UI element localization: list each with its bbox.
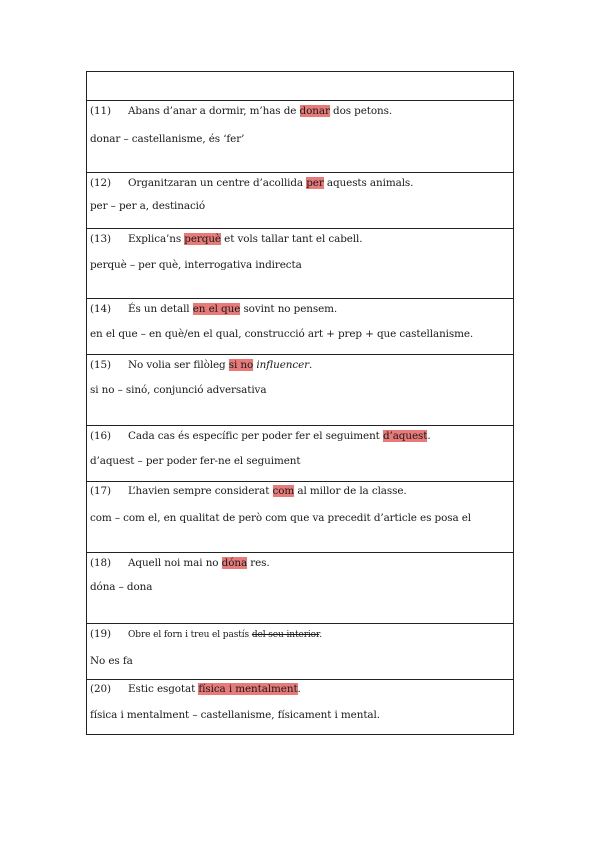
table-row: [87, 481, 513, 552]
table-row: [87, 354, 513, 425]
error-highlight: dóna: [221, 557, 248, 569]
error-highlight: perquè: [184, 233, 221, 245]
example-number: (11): [90, 105, 111, 117]
example-sentence: (11) Abans d’anar a dormir, m’has de donar dos petons.: [90, 105, 393, 117]
correction-table: [86, 71, 514, 735]
table-row: [87, 172, 513, 228]
example-sentence: (14) És un detall en el que sovint no pensem.: [90, 303, 338, 315]
example-number: (15): [90, 359, 111, 371]
example-number: (20): [90, 683, 111, 695]
example-number: (18): [90, 557, 111, 569]
example-sentence: (17) L’havien sempre considerat com al millor de la classe.: [90, 485, 407, 497]
error-highlight: d’aquest: [382, 430, 428, 442]
example-number: (16): [90, 430, 111, 442]
example-sentence: (15) No volia ser filòleg si no influencer.: [90, 359, 313, 371]
error-highlight: per: [306, 177, 324, 189]
example-number: (14): [90, 303, 111, 315]
example-sentence: (18) Aquell noi mai no dóna res.: [90, 557, 270, 569]
correction-note: física i mentalment – castellanisme, físicament i mental.: [90, 709, 380, 721]
table-row: [87, 623, 513, 679]
correction-note: si no – sinó, conjunció adversativa: [90, 384, 267, 396]
table-row: [87, 100, 513, 172]
table-row: [87, 679, 513, 734]
correction-note: perquè – per què, interrogativa indirecta: [90, 259, 302, 271]
example-sentence: (13) Explica’ns perquè et vols tallar tant el cabell.: [90, 233, 363, 245]
table-header-row: [87, 72, 513, 100]
correction-note: per – per a, destinació: [90, 200, 206, 212]
example-number: (17): [90, 485, 111, 497]
example-number: (13): [90, 233, 111, 245]
table-row: [87, 552, 513, 623]
table-row: [87, 425, 513, 481]
error-highlight: si no: [228, 359, 254, 371]
example-sentence: (12) Organitzaran un centre d’acollida per aquests animals.: [90, 177, 414, 189]
error-highlight: donar: [299, 105, 330, 117]
correction-note: donar – castellanisme, és ‘fer’: [90, 133, 245, 145]
error-highlight: com: [272, 485, 295, 497]
example-sentence: (20) Estic esgotat física i mentalment.: [90, 683, 301, 695]
table-row: [87, 298, 513, 354]
error-highlight: en el que: [192, 303, 241, 315]
example-sentence: (16) Cada cas és específic per poder fer el seguiment d’aquest.: [90, 430, 431, 442]
correction-note: No es fa: [90, 655, 133, 667]
correction-note: dóna – dona: [90, 581, 153, 593]
correction-note: en el que – en què/en el qual, construcció art + prep + que castellanisme.: [90, 328, 474, 340]
correction-note: com – com el, en qualitat de però com que va precedit d’article es posa el: [90, 512, 472, 524]
table-row: [87, 228, 513, 298]
error-highlight: física i mentalment: [198, 683, 298, 695]
correction-note: d’aquest – per poder fer-ne el seguiment: [90, 455, 301, 467]
example-number: (19): [90, 628, 111, 640]
example-number: (12): [90, 177, 111, 189]
example-sentence: (19) Obre el forn i treu el pastís del seu interior.: [90, 628, 322, 640]
struck-text: del seu interior: [251, 630, 320, 640]
